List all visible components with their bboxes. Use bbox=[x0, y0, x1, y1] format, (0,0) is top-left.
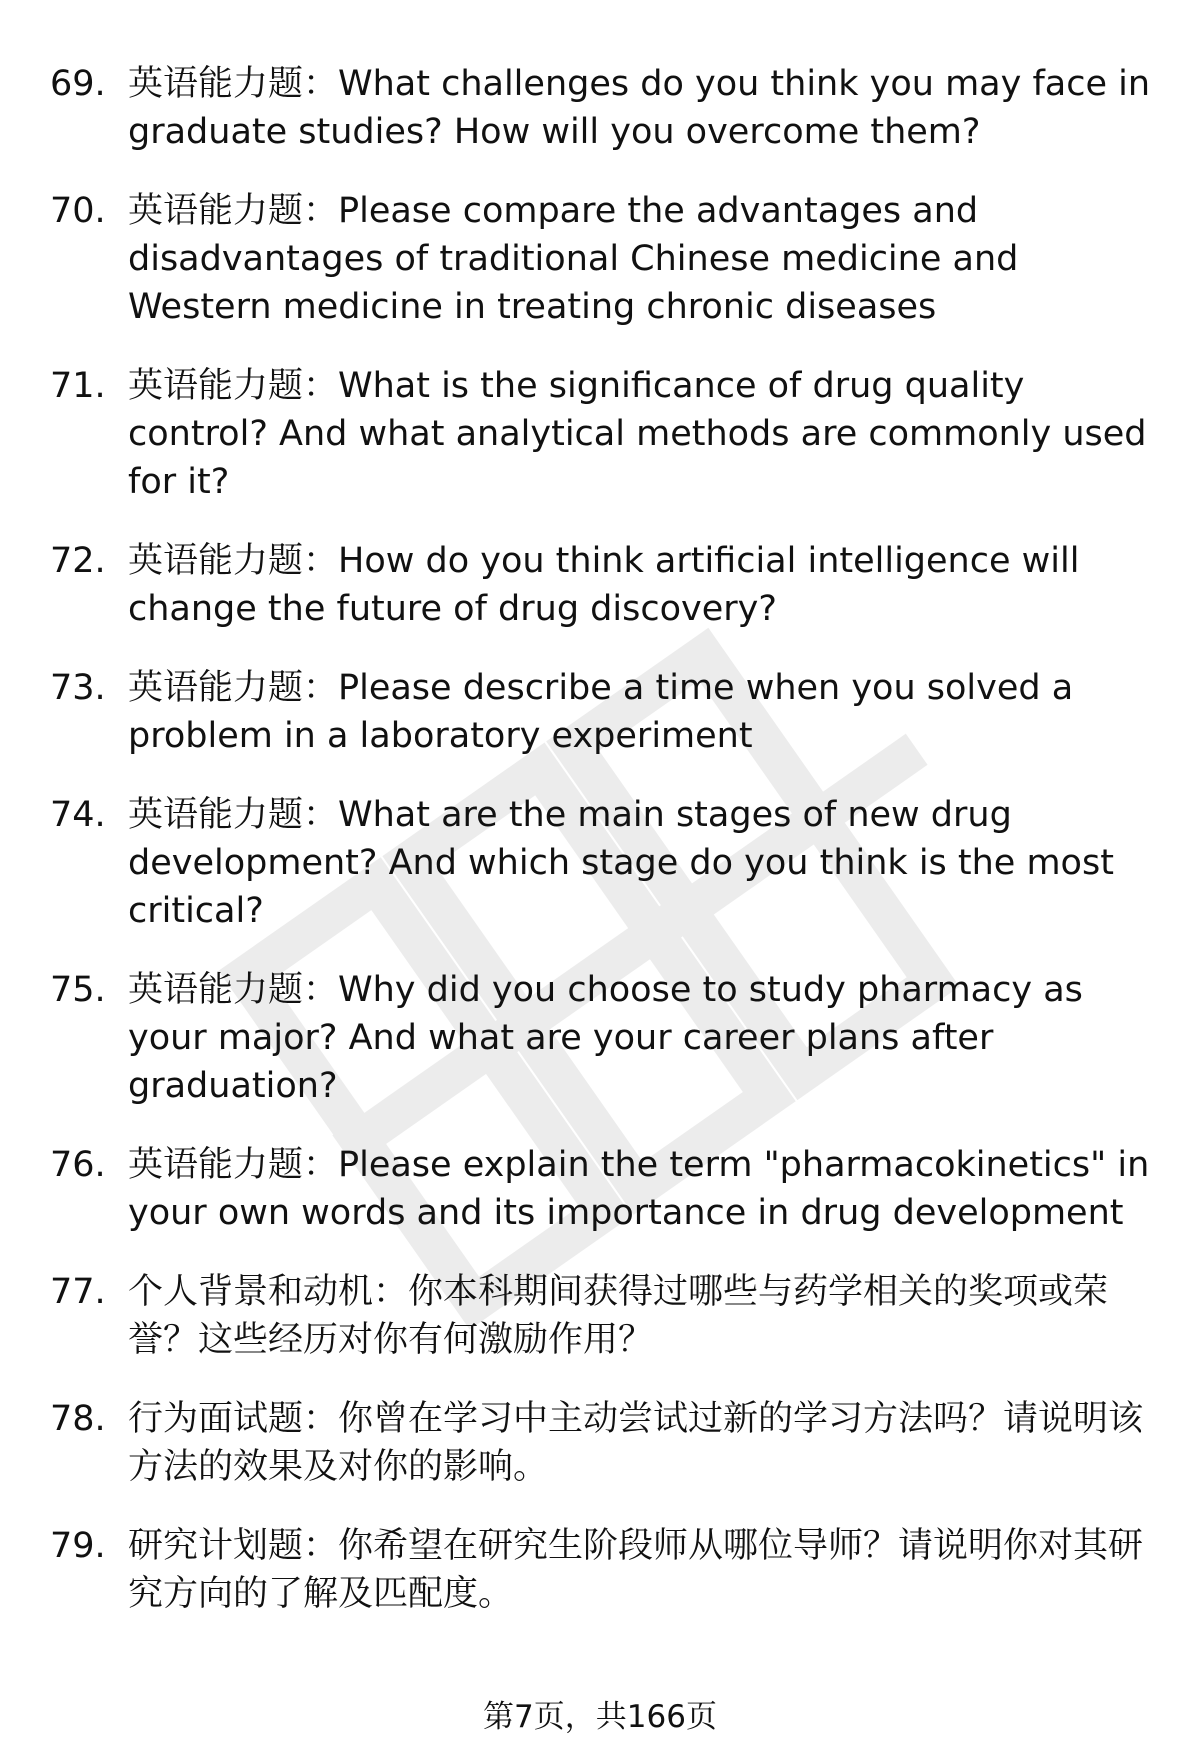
question-item bbox=[50, 537, 1160, 633]
question-number: 69. bbox=[50, 64, 106, 104]
question-text: 英语能力题：How do you think artificial intelligence will change the future of drug discovery? bbox=[128, 541, 1080, 629]
question-item bbox=[50, 966, 1160, 1110]
question-item bbox=[50, 791, 1160, 935]
question-item bbox=[50, 362, 1160, 506]
question-item bbox=[50, 1395, 1160, 1491]
question-text: 行为面试题：你曾在学习中主动尝试过新的学习方法吗？请说明该方法的效果及对你的影响。 bbox=[128, 1399, 1144, 1487]
question-number: 79. bbox=[50, 1526, 106, 1566]
question-number: 70. bbox=[50, 191, 106, 231]
question-number: 71. bbox=[50, 366, 106, 406]
question-list bbox=[50, 60, 1160, 1649]
question-number: 76. bbox=[50, 1145, 106, 1185]
question-item bbox=[50, 1522, 1160, 1618]
question-item bbox=[50, 60, 1160, 156]
question-text: 英语能力题：Why did you choose to study pharmacy as your major? And what are your career plans after graduation? bbox=[128, 970, 1083, 1106]
question-number: 78. bbox=[50, 1399, 106, 1439]
question-text: 个人背景和动机：你本科期间获得过哪些与药学相关的奖项或荣誉？这些经历对你有何激励作用？ bbox=[128, 1272, 1109, 1360]
question-text: 英语能力题：What are the main stages of new drug development? And which stage do you think is the most critical? bbox=[128, 795, 1114, 931]
question-number: 74. bbox=[50, 795, 106, 835]
question-text: 英语能力题：What challenges do you think you may face in graduate studies? How will you overcome them? bbox=[128, 64, 1151, 152]
question-text: 研究计划题：你希望在研究生阶段师从哪位导师？请说明你对其研究方向的了解及匹配度。 bbox=[128, 1526, 1144, 1614]
question-number: 72. bbox=[50, 541, 106, 581]
question-item bbox=[50, 187, 1160, 331]
question-text: 英语能力题：Please explain the term "pharmacokinetics" in your own words and its importance in drug development bbox=[128, 1145, 1150, 1233]
question-text: 英语能力题：Please compare the advantages and disadvantages of traditional Chinese medicine and Western medicine in treating chronic diseases bbox=[128, 191, 1019, 327]
question-item bbox=[50, 664, 1160, 760]
question-number: 75. bbox=[50, 970, 106, 1010]
question-number: 73. bbox=[50, 668, 106, 708]
question-text: 英语能力题：What is the significance of drug quality control? And what analytical methods are commonly used for it? bbox=[128, 366, 1147, 502]
page-indicator: 第7页，共166页 bbox=[483, 1699, 717, 1735]
question-item bbox=[50, 1268, 1160, 1364]
question-text: 英语能力题：Please describe a time when you solved a problem in a laboratory experiment bbox=[128, 668, 1074, 756]
question-number: 77. bbox=[50, 1272, 106, 1312]
question-item bbox=[50, 1141, 1160, 1237]
